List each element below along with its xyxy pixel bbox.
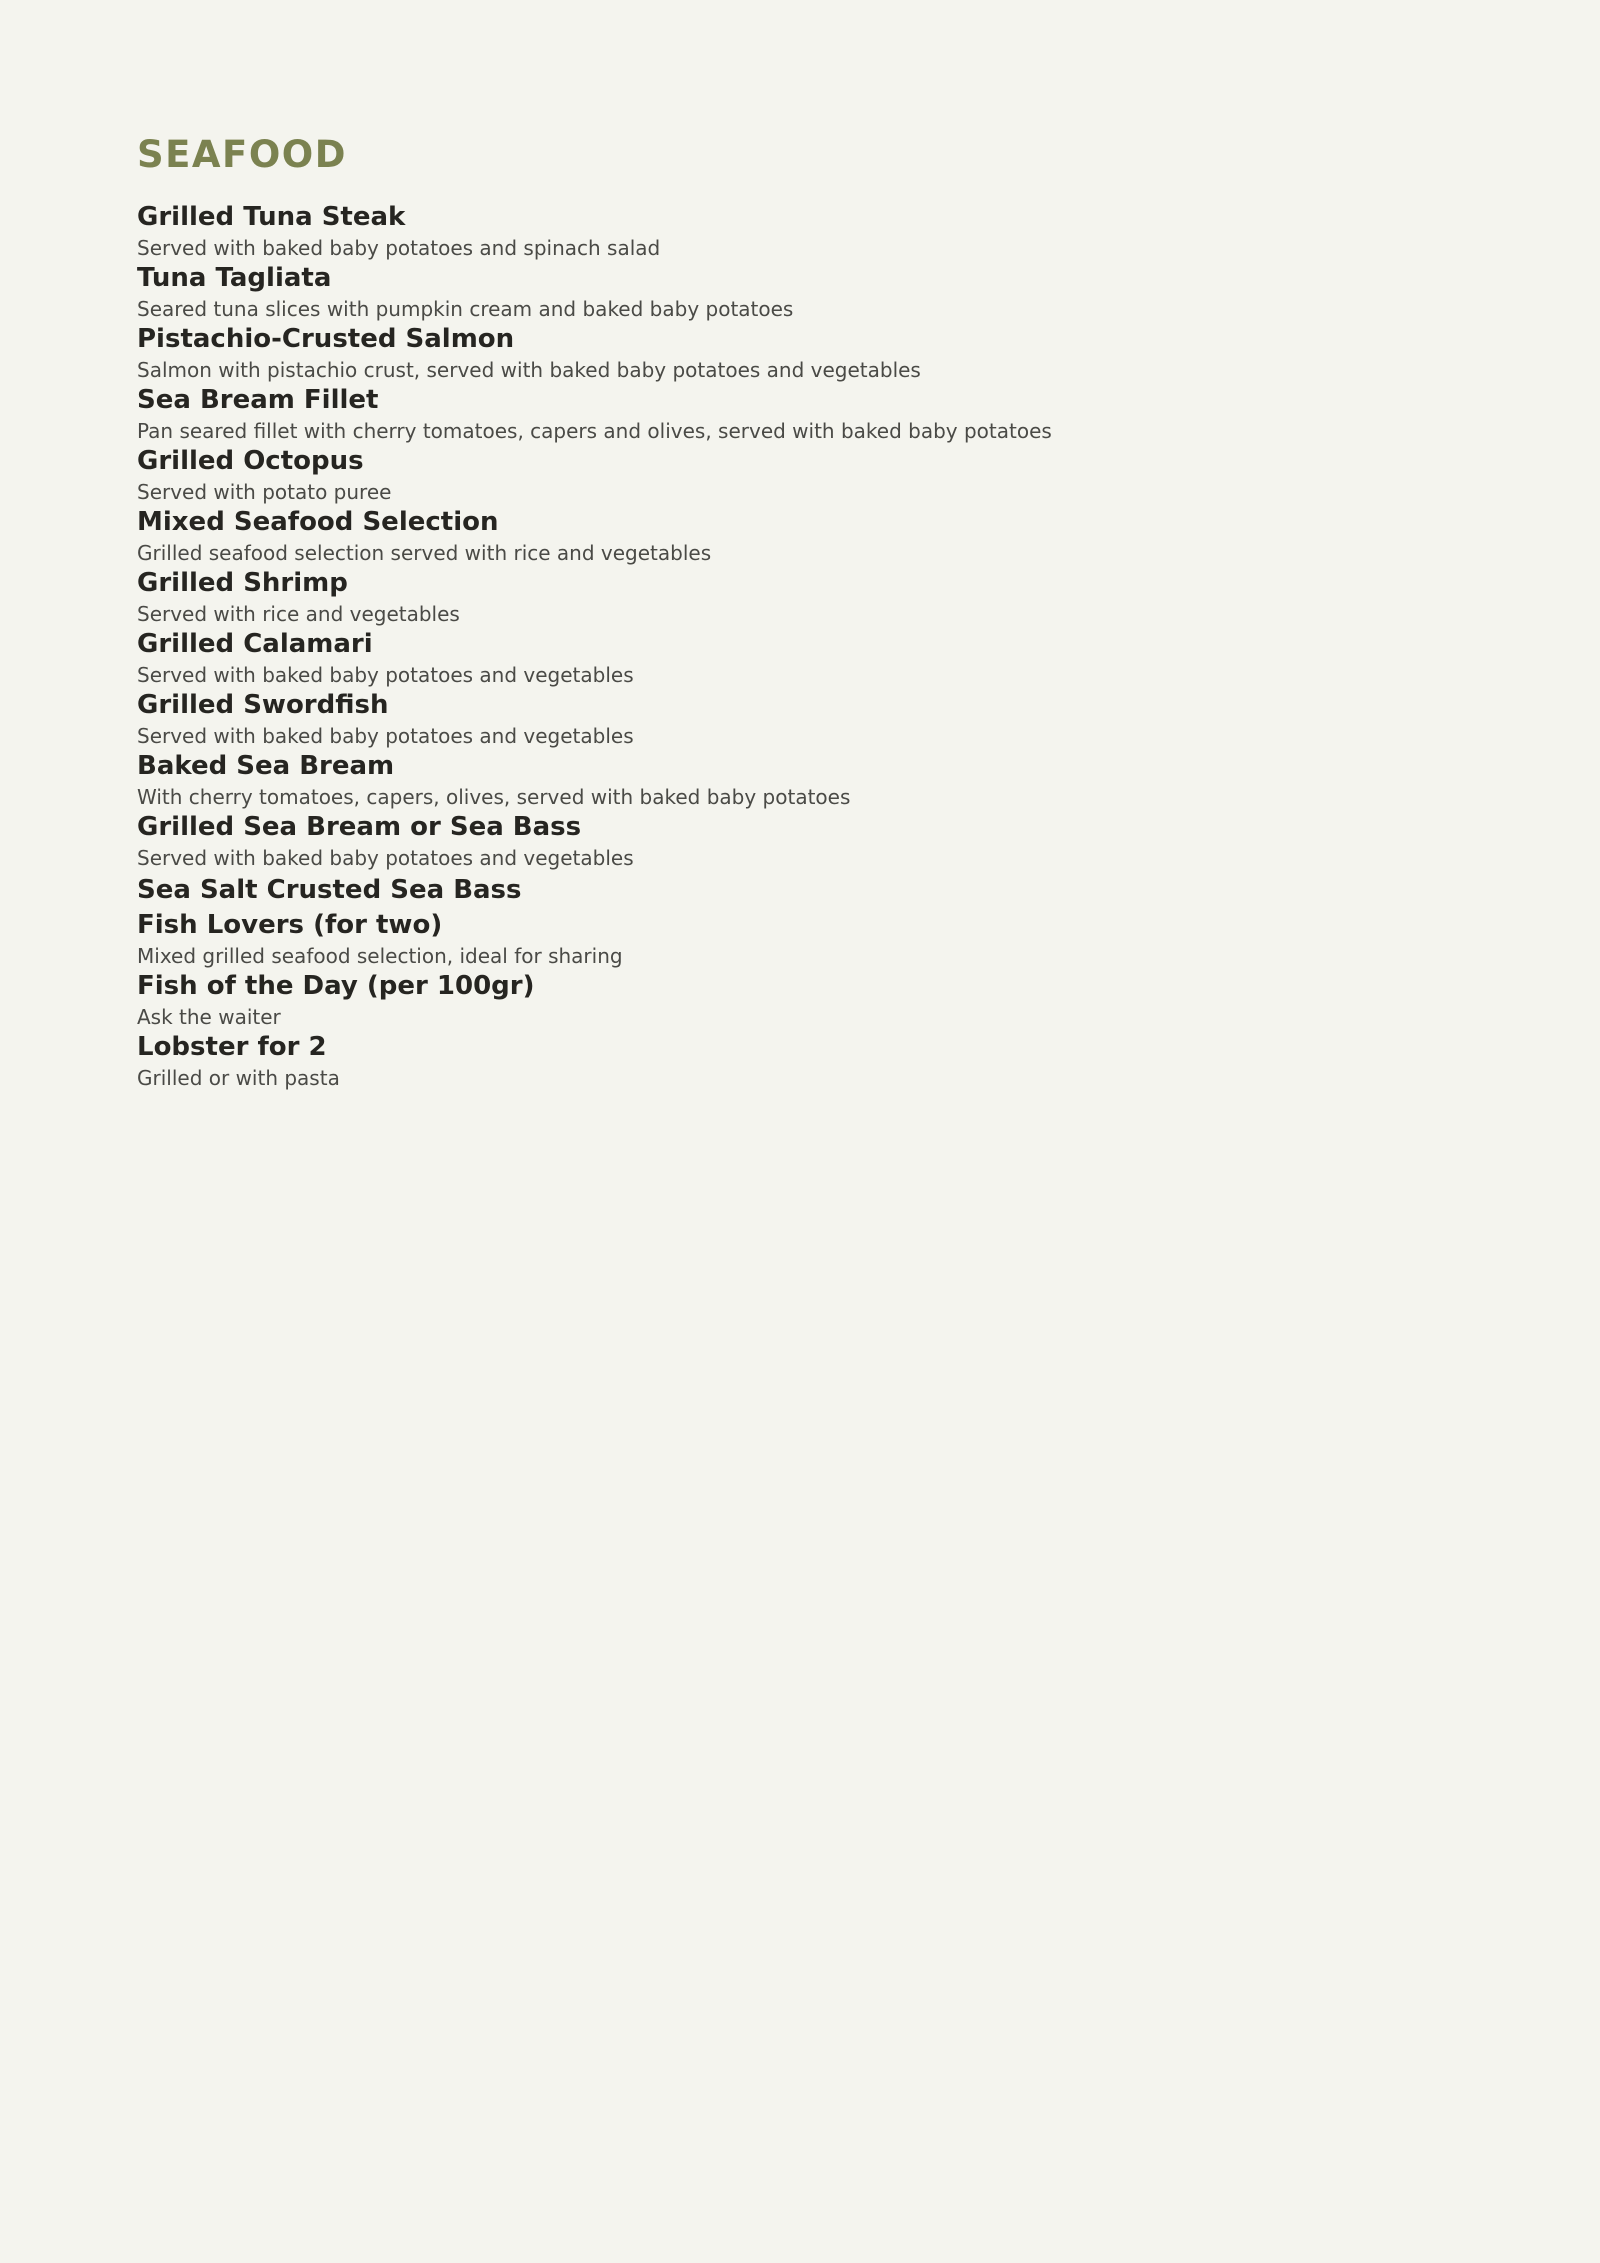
dish-name: Grilled Sea Bream or Sea Bass bbox=[137, 812, 582, 842]
menu-item bbox=[137, 872, 1500, 909]
menu-item bbox=[137, 1031, 1500, 1092]
menu-item bbox=[137, 909, 1500, 970]
dish-name: Grilled Shrimp bbox=[137, 568, 348, 598]
menu-list bbox=[137, 182, 1500, 1092]
dish-name: Sea Bream Fillet bbox=[137, 385, 379, 415]
dish-description: Salmon with pistachio crust, served with baked baby potatoes and vegetables bbox=[137, 358, 921, 382]
menu-item bbox=[137, 445, 1500, 506]
menu-item bbox=[137, 506, 1500, 567]
dish-name: Fish of the Day (per 100gr) bbox=[137, 971, 535, 1001]
dish-description: Served with rice and vegetables bbox=[137, 602, 460, 626]
menu-item bbox=[137, 262, 1500, 323]
dish-description: Served with potato puree bbox=[137, 480, 392, 504]
menu-item bbox=[137, 750, 1500, 811]
dish-description: With cherry tomatoes, capers, olives, served with baked baby potatoes bbox=[137, 785, 851, 809]
dish-description: Served with baked baby potatoes and vegetables bbox=[137, 663, 634, 687]
menu-item bbox=[137, 970, 1500, 1031]
menu-item bbox=[137, 689, 1500, 750]
dish-description: Served with baked baby potatoes and spinach salad bbox=[137, 236, 661, 260]
dish-name: Lobster for 2 bbox=[137, 1032, 327, 1062]
dish-description: Pan seared fillet with cherry tomatoes, capers and olives, served with baked baby potatoes bbox=[137, 419, 1052, 443]
menu-item bbox=[137, 323, 1500, 384]
section-title: SEAFOOD bbox=[137, 133, 347, 176]
menu-item bbox=[137, 567, 1500, 628]
dish-description: Served with baked baby potatoes and vegetables bbox=[137, 846, 634, 870]
dish-name: Grilled Octopus bbox=[137, 446, 364, 476]
dish-name: Mixed Seafood Selection bbox=[137, 507, 499, 537]
dish-name: Sea Salt Crusted Sea Bass bbox=[137, 875, 522, 905]
menu-item bbox=[137, 628, 1500, 689]
menu-item bbox=[137, 384, 1500, 445]
dish-description: Grilled seafood selection served with rice and vegetables bbox=[137, 541, 712, 565]
dish-name: Grilled Calamari bbox=[137, 629, 373, 659]
dish-description: Seared tuna slices with pumpkin cream and baked baby potatoes bbox=[137, 297, 794, 321]
dish-description: Served with baked baby potatoes and vegetables bbox=[137, 724, 634, 748]
dish-name: Fish Lovers (for two) bbox=[137, 910, 443, 940]
dish-name: Baked Sea Bream bbox=[137, 751, 395, 781]
menu-item bbox=[137, 201, 1500, 262]
dish-name: Grilled Swordfish bbox=[137, 690, 389, 720]
dish-name: Tuna Tagliata bbox=[137, 263, 332, 293]
dish-name: Grilled Tuna Steak bbox=[137, 202, 406, 232]
dish-name: Pistachio-Crusted Salmon bbox=[137, 324, 515, 354]
dish-description: Ask the waiter bbox=[137, 1005, 281, 1029]
menu-item bbox=[137, 811, 1500, 872]
menu-section bbox=[137, 128, 1500, 1092]
dish-description: Grilled or with pasta bbox=[137, 1066, 340, 1090]
dish-description: Mixed grilled seafood selection, ideal for sharing bbox=[137, 944, 623, 968]
